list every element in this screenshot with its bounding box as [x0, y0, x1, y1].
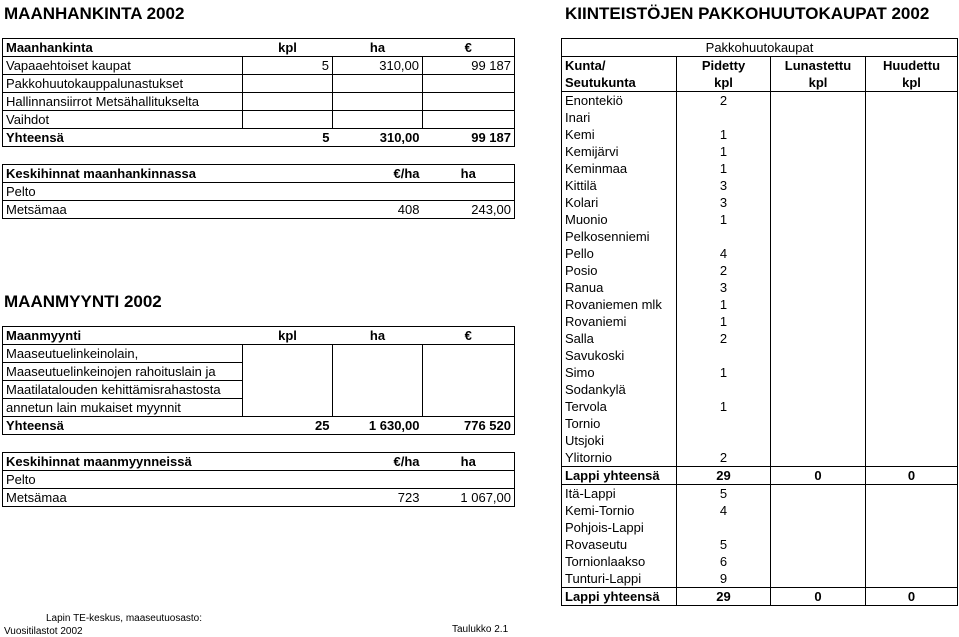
- total-row: [562, 467, 958, 485]
- cell-ha: [333, 345, 423, 363]
- total-row: [3, 129, 515, 147]
- total-huudettu: 0: [866, 467, 958, 485]
- cell-pidetty: 2: [677, 330, 771, 347]
- table-row: [562, 570, 958, 588]
- cell-eur-ha: [333, 183, 423, 201]
- group-header-row: [562, 39, 958, 57]
- cell-pidetty: 3: [677, 279, 771, 296]
- cell-pidetty: 5: [677, 485, 771, 503]
- cell-lunastettu: [771, 211, 866, 228]
- table-row: [562, 330, 958, 347]
- cell-huudettu: [866, 126, 958, 143]
- row-label: Maaseutuelinkeinojen rahoituslain ja: [3, 363, 243, 381]
- cell-huudettu: [866, 485, 958, 503]
- total-label: Lappi yhteensä: [562, 467, 677, 485]
- cell-huudettu: [866, 432, 958, 449]
- table-row: [3, 489, 515, 507]
- cell-huudettu: [866, 211, 958, 228]
- table-row: [3, 363, 515, 381]
- row-label: Pello: [562, 245, 677, 262]
- table-row: [3, 183, 515, 201]
- table-row: [562, 296, 958, 313]
- cell-ha: [333, 75, 423, 93]
- row-label: Maatilatalouden kehittämisrahastosta: [3, 381, 243, 399]
- cell-huudettu: [866, 553, 958, 570]
- sale-average-table: [2, 452, 515, 507]
- table-row: [562, 194, 958, 211]
- total-eur: 776 520: [423, 417, 515, 435]
- table-row: [3, 57, 515, 75]
- table-row: [562, 245, 958, 262]
- row-label: Ylitornio: [562, 449, 677, 467]
- cell-kpl: [243, 93, 333, 111]
- cell-eur-ha: 723: [333, 489, 423, 507]
- table-row: [562, 449, 958, 467]
- cell-kpl: 5: [243, 57, 333, 75]
- cell-ha: 243,00: [423, 201, 515, 219]
- cell-pidetty: [677, 381, 771, 398]
- row-label: Vaihdot: [3, 111, 243, 129]
- group-header: Pakkohuutokaupat: [562, 39, 958, 57]
- table-row: [562, 536, 958, 553]
- row-label: Kittilä: [562, 177, 677, 194]
- cell-lunastettu: [771, 228, 866, 245]
- row-label: Rovaniemen mlk: [562, 296, 677, 313]
- table-row: [562, 313, 958, 330]
- cell-pidetty: 1: [677, 398, 771, 415]
- header-cell: ha: [423, 453, 515, 471]
- cell-lunastettu: [771, 381, 866, 398]
- cell-kpl: [243, 111, 333, 129]
- header-cell: Maanhankinta: [3, 39, 243, 57]
- cell-pidetty: 5: [677, 536, 771, 553]
- cell-huudettu: [866, 194, 958, 211]
- header-cell: Pidetty: [677, 57, 771, 75]
- cell-pidetty: 1: [677, 126, 771, 143]
- cell-huudettu: [866, 502, 958, 519]
- row-label: Pelto: [3, 471, 243, 489]
- table-header-row: [3, 453, 515, 471]
- cell-pidetty: 1: [677, 313, 771, 330]
- cell-huudettu: [866, 381, 958, 398]
- header-cell: €: [423, 327, 515, 345]
- cell-ha: [423, 183, 515, 201]
- cell-pidetty: 4: [677, 245, 771, 262]
- cell-eur: [423, 93, 515, 111]
- cell-pidetty: [677, 432, 771, 449]
- header-cell: ha: [333, 327, 423, 345]
- table-header-row: [562, 57, 958, 75]
- table-row: [3, 201, 515, 219]
- cell-eur-ha: [333, 471, 423, 489]
- cell-eur: [423, 399, 515, 417]
- total-ha: 310,00: [333, 129, 423, 147]
- cell-huudettu: [866, 228, 958, 245]
- cell-pidetty: 2: [677, 262, 771, 279]
- table-row: [562, 211, 958, 228]
- table-row: [562, 160, 958, 177]
- cell-kpl: [243, 381, 333, 399]
- cell-pidetty: [677, 519, 771, 536]
- cell-kpl: [243, 345, 333, 363]
- cell-pidetty: 2: [677, 92, 771, 110]
- row-label: Kemi: [562, 126, 677, 143]
- cell-kpl: [243, 75, 333, 93]
- table-row: [562, 519, 958, 536]
- row-label: Metsämaa: [3, 489, 243, 507]
- row-label: Tunturi-Lappi: [562, 570, 677, 588]
- cell-kpl: [243, 363, 333, 381]
- header-cell: kpl: [243, 327, 333, 345]
- cell-eur: [423, 381, 515, 399]
- table-row: [3, 111, 515, 129]
- table-row: [562, 177, 958, 194]
- cell-lunastettu: [771, 415, 866, 432]
- row-label: Tornio: [562, 415, 677, 432]
- cell-huudettu: [866, 177, 958, 194]
- cell-huudettu: [866, 245, 958, 262]
- header-cell: Keskihinnat maanmyynneissä: [3, 453, 243, 471]
- cell-huudettu: [866, 296, 958, 313]
- cell-pidetty: 1: [677, 296, 771, 313]
- cell-lunastettu: [771, 485, 866, 503]
- cell-lunastettu: [771, 398, 866, 415]
- cell-lunastettu: [771, 364, 866, 381]
- source-line-2: Vuositilastot 2002: [4, 626, 83, 637]
- cell-huudettu: [866, 279, 958, 296]
- row-label: Sodankylä: [562, 381, 677, 398]
- cell-huudettu: [866, 143, 958, 160]
- table-row: [562, 398, 958, 415]
- total-kpl: 5: [243, 129, 333, 147]
- header-cell: Seutukunta: [562, 74, 677, 92]
- row-label: Utsjoki: [562, 432, 677, 449]
- total-lunastettu: 0: [771, 588, 866, 606]
- table-row: [562, 381, 958, 398]
- table-row: [562, 143, 958, 160]
- row-label: Rovaniemi: [562, 313, 677, 330]
- row-label: Maaseutuelinkeinolain,: [3, 345, 243, 363]
- cell-eur: 99 187: [423, 57, 515, 75]
- total-eur: 99 187: [423, 129, 515, 147]
- table-row: [562, 92, 958, 110]
- row-label: Muonio: [562, 211, 677, 228]
- cell-lunastettu: [771, 536, 866, 553]
- row-label: Salla: [562, 330, 677, 347]
- header-cell: Lunastettu: [771, 57, 866, 75]
- cell-lunastettu: [771, 92, 866, 110]
- table-header-row: [3, 165, 515, 183]
- cell-eur: [423, 363, 515, 381]
- cell-pidetty: 3: [677, 194, 771, 211]
- total-row: [3, 417, 515, 435]
- total-label: Yhteensä: [3, 129, 243, 147]
- row-label: Pelkosenniemi: [562, 228, 677, 245]
- row-label: Kolari: [562, 194, 677, 211]
- cell-lunastettu: [771, 296, 866, 313]
- cell-ha: [333, 93, 423, 111]
- sale-table: [2, 326, 515, 435]
- row-label: Metsämaa: [3, 201, 243, 219]
- cell-lunastettu: [771, 432, 866, 449]
- table-row: [562, 126, 958, 143]
- acquisition-average-table: [2, 164, 515, 219]
- cell-lunastettu: [771, 449, 866, 467]
- cell-pidetty: [677, 228, 771, 245]
- cell-huudettu: [866, 415, 958, 432]
- cell-lunastettu: [771, 279, 866, 296]
- total-kpl: 25: [243, 417, 333, 435]
- cell-eur: [423, 75, 515, 93]
- header-cell: €/ha: [333, 165, 423, 183]
- table-row: [562, 364, 958, 381]
- table-number: Taulukko 2.1: [452, 624, 509, 635]
- cell-ha: [423, 471, 515, 489]
- auctions-title: KIINTEISTÖJEN PAKKOHUUTOKAUPAT 2002: [565, 4, 930, 23]
- cell-ha: [333, 399, 423, 417]
- table-row: [562, 347, 958, 364]
- cell-pidetty: 2: [677, 449, 771, 467]
- table-row: [562, 432, 958, 449]
- table-row: [3, 471, 515, 489]
- cell-huudettu: [866, 449, 958, 467]
- cell-huudettu: [866, 262, 958, 279]
- cell-huudettu: [866, 364, 958, 381]
- table-row: [562, 262, 958, 279]
- cell-huudettu: [866, 313, 958, 330]
- table-row: [3, 75, 515, 93]
- cell-ha: 310,00: [333, 57, 423, 75]
- cell-lunastettu: [771, 143, 866, 160]
- total-label: Yhteensä: [3, 417, 243, 435]
- cell-ha: [333, 111, 423, 129]
- sale-title: MAANMYYNTI 2002: [4, 292, 162, 311]
- cell-pidetty: 1: [677, 364, 771, 381]
- cell-pidetty: 4: [677, 502, 771, 519]
- cell-huudettu: [866, 398, 958, 415]
- row-label: Simo: [562, 364, 677, 381]
- table-row: [562, 279, 958, 296]
- header-cell: €: [423, 39, 515, 57]
- cell-lunastettu: [771, 553, 866, 570]
- row-label: Hallinnansiirrot Metsähallitukselta: [3, 93, 243, 111]
- header-cell: Maanmyynti: [3, 327, 243, 345]
- cell-lunastettu: [771, 262, 866, 279]
- row-label: Itä-Lappi: [562, 485, 677, 503]
- cell-eur-ha: 408: [333, 201, 423, 219]
- header-cell: ha: [423, 165, 515, 183]
- row-label: Kemijärvi: [562, 143, 677, 160]
- row-label: annetun lain mukaiset myynnit: [3, 399, 243, 417]
- row-label: Keminmaa: [562, 160, 677, 177]
- cell-lunastettu: [771, 330, 866, 347]
- cell-lunastettu: [771, 313, 866, 330]
- table-row: [3, 93, 515, 111]
- cell-lunastettu: [771, 109, 866, 126]
- cell-ha: [333, 363, 423, 381]
- header-cell: Huudettu: [866, 57, 958, 75]
- row-label: Savukoski: [562, 347, 677, 364]
- total-pidetty: 29: [677, 467, 771, 485]
- cell-pidetty: [677, 415, 771, 432]
- cell-pidetty: [677, 347, 771, 364]
- table-row: [562, 502, 958, 519]
- cell-huudettu: [866, 519, 958, 536]
- cell-huudettu: [866, 330, 958, 347]
- cell-lunastettu: [771, 194, 866, 211]
- cell-ha: [333, 381, 423, 399]
- row-label: Kemi-Tornio: [562, 502, 677, 519]
- total-label: Lappi yhteensä: [562, 588, 677, 606]
- table-row: [562, 109, 958, 126]
- cell-huudettu: [866, 536, 958, 553]
- acquisition-table: [2, 38, 515, 147]
- header-cell: kpl: [677, 74, 771, 92]
- cell-huudettu: [866, 160, 958, 177]
- row-label: Rovaseutu: [562, 536, 677, 553]
- table-row: [562, 228, 958, 245]
- table-row: [3, 399, 515, 417]
- cell-lunastettu: [771, 502, 866, 519]
- row-label: Enontekiö: [562, 92, 677, 110]
- row-label: Pakkohuutokauppalunastukset: [3, 75, 243, 93]
- cell-pidetty: 9: [677, 570, 771, 588]
- row-label: Inari: [562, 109, 677, 126]
- table-row: [3, 345, 515, 363]
- table-row: [562, 553, 958, 570]
- header-cell: Kunta/: [562, 57, 677, 75]
- table-header-row: [3, 39, 515, 57]
- header-cell: €/ha: [333, 453, 423, 471]
- total-ha: 1 630,00: [333, 417, 423, 435]
- cell-pidetty: 1: [677, 160, 771, 177]
- cell-pidetty: 3: [677, 177, 771, 194]
- cell-pidetty: 1: [677, 143, 771, 160]
- cell-pidetty: 6: [677, 553, 771, 570]
- row-label: Pohjois-Lappi: [562, 519, 677, 536]
- cell-lunastettu: [771, 160, 866, 177]
- cell-pidetty: 1: [677, 211, 771, 228]
- cell-lunastettu: [771, 347, 866, 364]
- total-row: [562, 588, 958, 606]
- source-line-1: Lapin TE-keskus, maaseutuosasto:: [46, 613, 203, 624]
- header-cell: kpl: [771, 74, 866, 92]
- total-lunastettu: 0: [771, 467, 866, 485]
- row-label: Tervola: [562, 398, 677, 415]
- total-pidetty: 29: [677, 588, 771, 606]
- cell-ha: 1 067,00: [423, 489, 515, 507]
- auctions-table: [561, 38, 958, 606]
- row-label: Vapaaehtoiset kaupat: [3, 57, 243, 75]
- cell-eur: [423, 111, 515, 129]
- header-cell: kpl: [866, 74, 958, 92]
- row-label: Posio: [562, 262, 677, 279]
- cell-lunastettu: [771, 570, 866, 588]
- cell-lunastettu: [771, 245, 866, 262]
- total-huudettu: 0: [866, 588, 958, 606]
- cell-huudettu: [866, 92, 958, 110]
- cell-huudettu: [866, 570, 958, 588]
- cell-huudettu: [866, 347, 958, 364]
- cell-pidetty: [677, 109, 771, 126]
- row-label: Tornionlaakso: [562, 553, 677, 570]
- cell-huudettu: [866, 109, 958, 126]
- table-row: [562, 415, 958, 432]
- cell-lunastettu: [771, 126, 866, 143]
- row-label: Pelto: [3, 183, 243, 201]
- cell-kpl: [243, 399, 333, 417]
- acquisition-title: MAANHANKINTA 2002: [4, 4, 185, 23]
- cell-lunastettu: [771, 519, 866, 536]
- table-header-row: [562, 74, 958, 92]
- row-label: Ranua: [562, 279, 677, 296]
- cell-eur: [423, 345, 515, 363]
- table-header-row: [3, 327, 515, 345]
- header-cell: kpl: [243, 39, 333, 57]
- header-cell: Keskihinnat maanhankinnassa: [3, 165, 243, 183]
- header-cell: ha: [333, 39, 423, 57]
- table-row: [562, 485, 958, 503]
- table-row: [3, 381, 515, 399]
- cell-lunastettu: [771, 177, 866, 194]
